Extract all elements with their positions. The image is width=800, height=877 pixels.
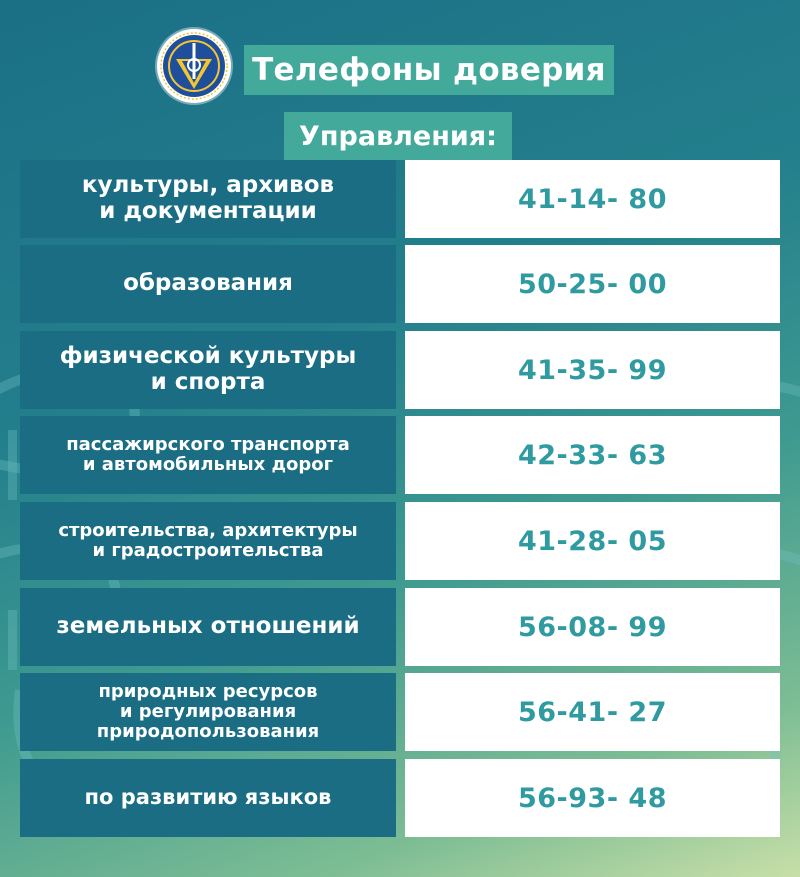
section-subtitle: Управления: xyxy=(299,120,497,152)
table-row xyxy=(20,160,780,238)
table-row xyxy=(20,502,780,580)
department-cell xyxy=(20,416,396,494)
phone-number: 56-41- 27 xyxy=(517,696,668,728)
page-title: Телефоны доверия xyxy=(252,52,606,88)
department-cell xyxy=(20,245,396,323)
phone-number: 41-28- 05 xyxy=(517,525,668,557)
phone-number: 56-93- 48 xyxy=(517,782,668,814)
department-cell xyxy=(20,759,396,837)
department-name: образования xyxy=(123,270,293,297)
department-cell xyxy=(20,502,396,580)
department-name: физической культуры и спорта xyxy=(59,343,357,395)
phone-cell xyxy=(405,160,780,238)
phone-cell xyxy=(405,759,780,837)
department-name: земельных отношений xyxy=(56,613,360,640)
subtitle-label-box xyxy=(284,112,512,160)
table-row xyxy=(20,245,780,323)
phone-cell xyxy=(405,331,780,409)
phone-cell xyxy=(405,588,780,666)
department-name: строительства, архитектуры и градостроительства xyxy=(58,519,358,561)
phone-cell xyxy=(405,245,780,323)
department-cell xyxy=(20,588,396,666)
phone-cell xyxy=(405,502,780,580)
table-row xyxy=(20,416,780,494)
table-row xyxy=(20,759,780,837)
emblem-graphic xyxy=(157,29,231,103)
department-name: природных ресурсов и регулирования природопользования xyxy=(96,680,320,743)
phone-number: 50-25- 00 xyxy=(517,268,668,300)
department-cell xyxy=(20,673,396,751)
department-cell xyxy=(20,160,396,238)
phone-number: 41-35- 99 xyxy=(517,354,668,386)
phone-number: 42-33- 63 xyxy=(517,439,668,471)
phone-cell xyxy=(405,673,780,751)
department-name: пассажирского транспорта и автомобильных дорог xyxy=(66,433,350,475)
department-name: по развитию языков xyxy=(84,785,332,810)
department-name: культуры, архивов и документации xyxy=(81,172,335,224)
phone-cell xyxy=(405,416,780,494)
phone-number: 56-08- 99 xyxy=(517,611,668,643)
title-label-box xyxy=(244,45,614,95)
table-row xyxy=(20,588,780,666)
phone-number: 41-14- 80 xyxy=(517,183,668,215)
regional-emblem-icon xyxy=(157,29,231,103)
table-row xyxy=(20,673,780,751)
table-row xyxy=(20,331,780,409)
department-cell xyxy=(20,331,396,409)
